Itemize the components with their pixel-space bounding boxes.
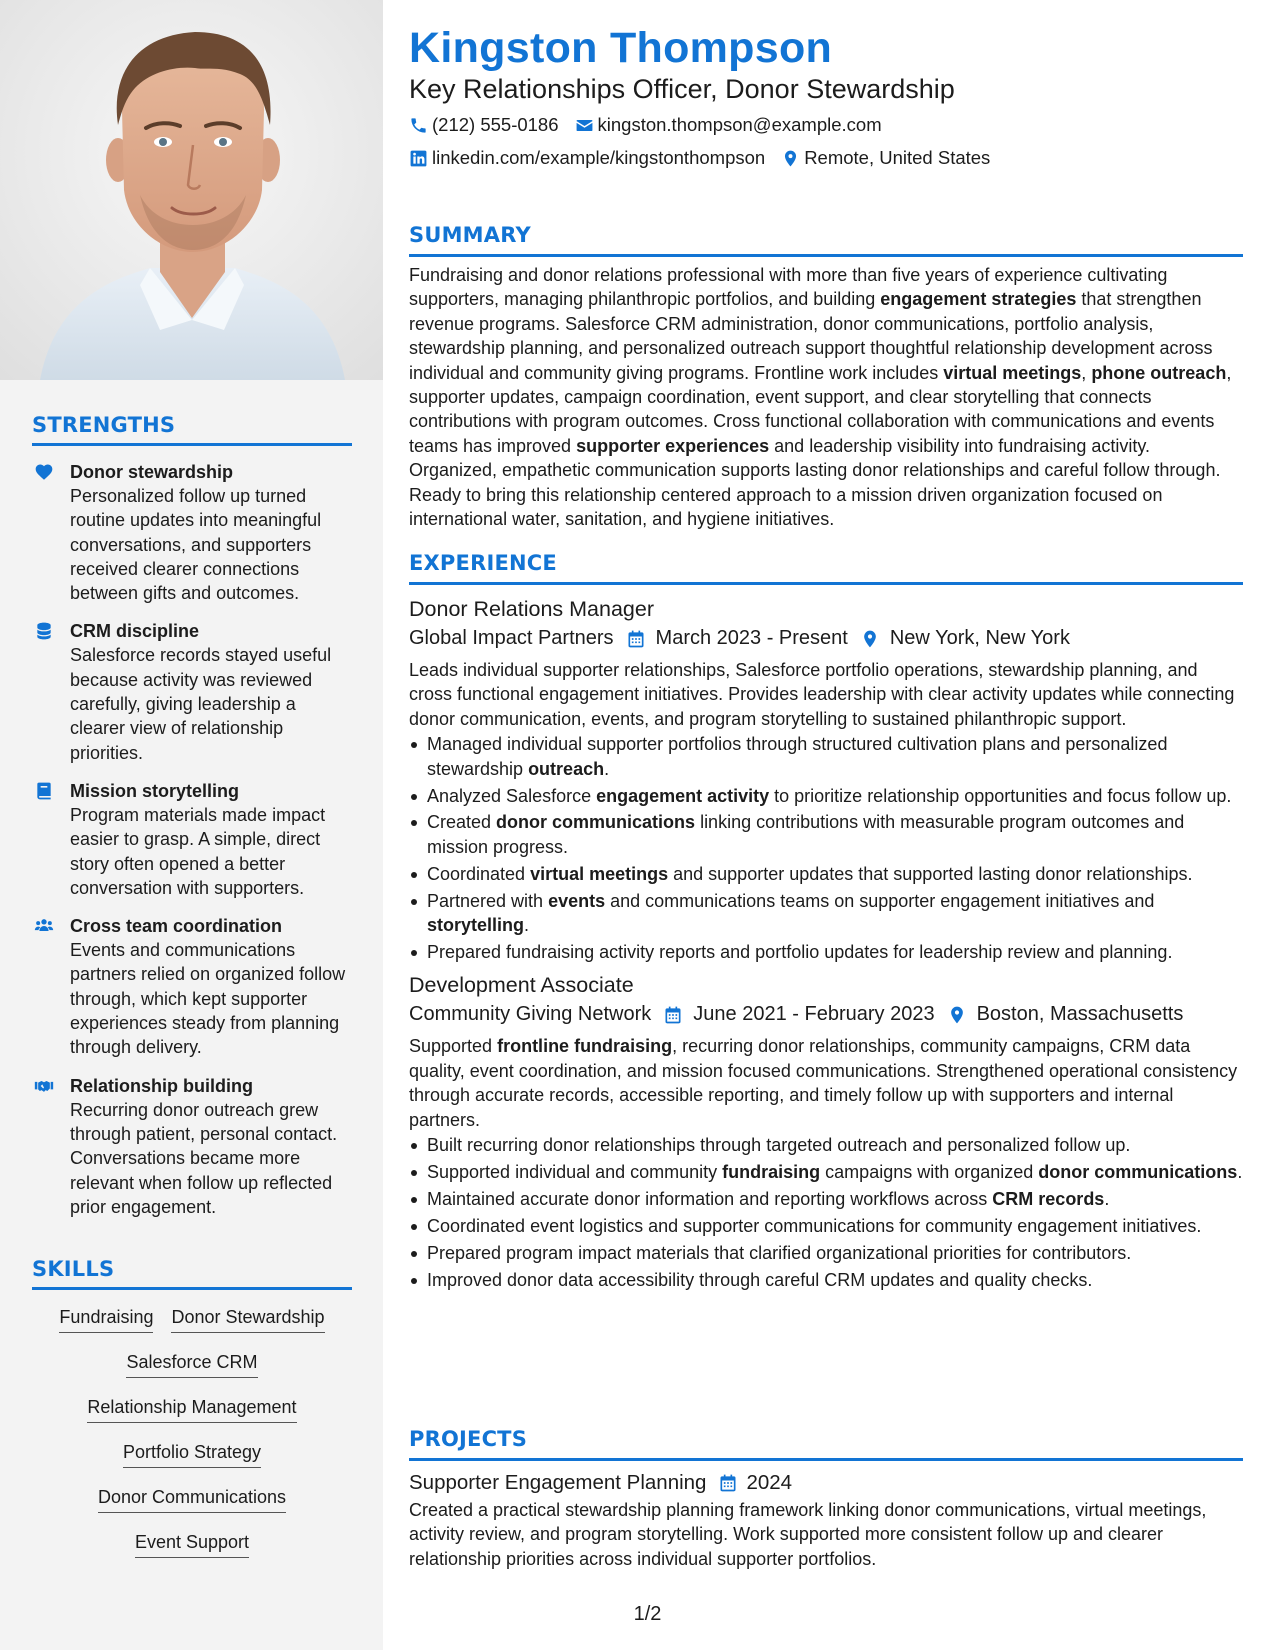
project-header	[409, 1471, 1243, 1495]
skills-section	[32, 1257, 352, 1558]
section-divider	[409, 254, 1243, 257]
location-text: Remote, United States	[804, 147, 991, 168]
strength-title: Relationship building	[70, 1075, 253, 1096]
candidate-role: Key Relationships Officer, Donor Stewardship	[409, 74, 955, 104]
experience-section	[409, 551, 1243, 1294]
strength-text: Salesforce records stayed useful because activity was reviewed carefully, giving leadership a clearer view of relationship priorities.	[70, 645, 332, 763]
strength-text: Events and communications partners relied on organized follow through, which kept supporter experiences steady from planning through delivery.	[70, 940, 346, 1058]
map-pin-icon	[947, 1005, 967, 1025]
list-item: Coordinated event logistics and supporter communications for community engagement initiatives.	[409, 1214, 1243, 1238]
skill-chip: Portfolio Strategy	[123, 1441, 261, 1468]
list-item: Supported individual and community fundraising campaigns with organized donor communications.	[409, 1160, 1243, 1184]
map-pin-icon	[860, 629, 880, 649]
list-item: Managed individual supporter portfolios through structured cultivation plans and personalized stewardship outreach.	[409, 732, 1243, 781]
job-organization: Global Impact Partners	[409, 627, 614, 649]
project-description: Created a practical stewardship planning framework linking donor communications, virtual meetings, activity review, and program storytelling. Work supported more consistent follow up and clearer relationship priorities across individual supporter portfolios.	[409, 1500, 1207, 1569]
sidebar	[0, 0, 383, 1650]
job-entry	[409, 973, 1243, 1292]
heart-icon	[34, 462, 54, 482]
email-icon	[575, 116, 594, 135]
section-divider	[409, 582, 1243, 585]
list-item: Analyzed Salesforce engagement activity to prioritize relationship opportunities and focus follow up.	[409, 784, 1243, 808]
project-year: 2024	[746, 1471, 793, 1494]
candidate-name: Kingston Thompson	[409, 24, 833, 72]
list-item: Partnered with events and communications teams on supporter engagement initiatives and storytelling.	[409, 889, 1243, 938]
strength-item	[32, 779, 352, 900]
list-item: Prepared program impact materials that clarified organizational priorities for contributors.	[409, 1241, 1243, 1265]
strength-text: Program materials made impact easier to grasp. A simple, direct story often opened a better conversation with supporters.	[70, 804, 326, 898]
summary-heading: SUMMARY	[409, 223, 531, 247]
section-divider	[32, 443, 352, 446]
strength-text: Personalized follow up turned routine updates into meaningful conversations, and supporters received clearer connections between gifts and outcomes.	[70, 486, 322, 604]
strength-text: Recurring donor outreach grew through patient, personal contact. Conversations became more relevant when follow up reflected prior engagement.	[70, 1099, 338, 1217]
job-meta	[409, 1003, 1243, 1026]
database-icon	[34, 621, 54, 641]
strength-item	[32, 1074, 352, 1219]
linkedin-icon	[409, 149, 428, 168]
projects-section	[409, 1427, 1243, 1571]
calendar-icon	[718, 1473, 738, 1493]
strengths-heading: STRENGTHS	[32, 413, 176, 437]
job-entry	[409, 597, 1243, 964]
job-organization: Community Giving Network	[409, 1003, 652, 1026]
job-bullets	[409, 1133, 1243, 1292]
calendar-icon	[626, 629, 646, 649]
projects-heading: PROJECTS	[409, 1427, 528, 1451]
project-entry	[409, 1471, 1243, 1571]
page-number: 1/2	[633, 1603, 662, 1625]
phone-icon	[409, 116, 428, 135]
job-meta	[409, 627, 1243, 650]
list-item: Prepared fundraising activity reports and portfolio updates for leadership review and planning.	[409, 940, 1243, 964]
email-contact[interactable]	[575, 114, 882, 136]
job-description: Supported frontline fundraising, recurring donor relationships, community campaigns, CRM data quality, event coordination, and mission focused communications. Strengthened operational consistency through accurate records, accessible reporting, and timely follow up with supporters and internal partners.	[409, 1036, 1238, 1130]
skills-list	[32, 1306, 352, 1558]
map-pin-icon	[781, 149, 800, 168]
users-icon	[34, 916, 54, 936]
list-item: Created donor communications linking contributions with measurable program outcomes and mission progress.	[409, 810, 1243, 859]
list-item: Improved donor data accessibility through careful CRM updates and quality checks.	[409, 1268, 1243, 1292]
skill-chip: Fundraising	[59, 1306, 153, 1333]
contact-row	[409, 147, 1006, 169]
book-icon	[34, 781, 54, 801]
skill-chip: Salesforce CRM	[126, 1351, 257, 1378]
job-location: Boston, Massachusetts	[976, 1003, 1184, 1026]
experience-heading: EXPERIENCE	[409, 551, 557, 575]
strength-title: Cross team coordination	[70, 916, 283, 937]
job-bullets	[409, 732, 1243, 964]
linkedin-text: linkedin.com/example/kingstonthompson	[432, 147, 766, 168]
profile-photo	[0, 0, 383, 380]
job-dates: March 2023 - Present	[655, 627, 848, 649]
list-item: Maintained accurate donor information and reporting workflows across CRM records.	[409, 1187, 1243, 1211]
skills-heading: SKILLS	[32, 1257, 115, 1281]
project-title: Supporter Engagement Planning	[409, 1471, 707, 1494]
job-title: Donor Relations Manager	[409, 597, 654, 621]
strength-item	[32, 460, 352, 605]
section-divider	[409, 1458, 1243, 1461]
strength-title: Mission storytelling	[70, 780, 240, 801]
job-dates: June 2021 - February 2023	[693, 1003, 935, 1026]
skill-chip: Event Support	[135, 1531, 249, 1558]
phone-text: (212) 555-0186	[432, 114, 559, 135]
section-divider	[32, 1287, 352, 1290]
email-text: kingston.thompson@example.com	[597, 114, 882, 135]
handshake-icon	[34, 1076, 54, 1096]
strength-item	[32, 914, 352, 1059]
phone-contact[interactable]	[409, 114, 559, 136]
summary-text: Fundraising and donor relations professional with more than five years of experience cultivating supporters, managing philanthropic portfolios, and building engagement strategies that strengthen revenue programs. Salesforce CRM administration, donor communications, portfolio analysis, stewardship planning, and personalized outreach support thoughtful relationship development across individual and community giving programs. Frontline work includes virtual meetings, phone outreach, supporter updates, campaign coordination, event support, and clear storytelling that connects contributions with program outcomes. Cross functional collaboration with communications and events teams has improved supporter experiences and leadership visibility into fundraising activity. Organized, empathetic communication supports lasting donor relationships and careful follow through. Ready to bring this relationship centered approach to a mission driven organization focused on international water, sanitation, and hygiene initiatives.	[409, 265, 1232, 530]
job-location: New York, New York	[889, 627, 1070, 649]
strength-title: CRM discipline	[70, 621, 200, 642]
job-title: Development Associate	[409, 973, 634, 998]
skill-chip: Donor Stewardship	[171, 1306, 324, 1333]
strength-title: Donor stewardship	[70, 462, 234, 482]
list-item: Coordinated virtual meetings and supporter updates that supported lasting donor relationships.	[409, 862, 1243, 886]
job-description: Leads individual supporter relationships, Salesforce portfolio operations, stewardship planning, and cross functional engagement initiatives. Provides leadership with clear activity updates while connecting donor communication, events, and program storytelling to sustained philanthropic support.	[409, 660, 1235, 729]
linkedin-contact[interactable]	[409, 147, 765, 169]
skill-chip: Donor Communications	[98, 1486, 286, 1513]
list-item: Built recurring donor relationships through targeted outreach and personalized follow up.	[409, 1133, 1243, 1157]
contact-row	[409, 114, 898, 136]
summary-section	[409, 223, 1243, 531]
calendar-icon	[663, 1005, 683, 1025]
strength-item	[32, 619, 352, 764]
skill-chip: Relationship Management	[87, 1396, 296, 1423]
strengths-section	[32, 413, 352, 1219]
location-contact	[781, 147, 990, 169]
